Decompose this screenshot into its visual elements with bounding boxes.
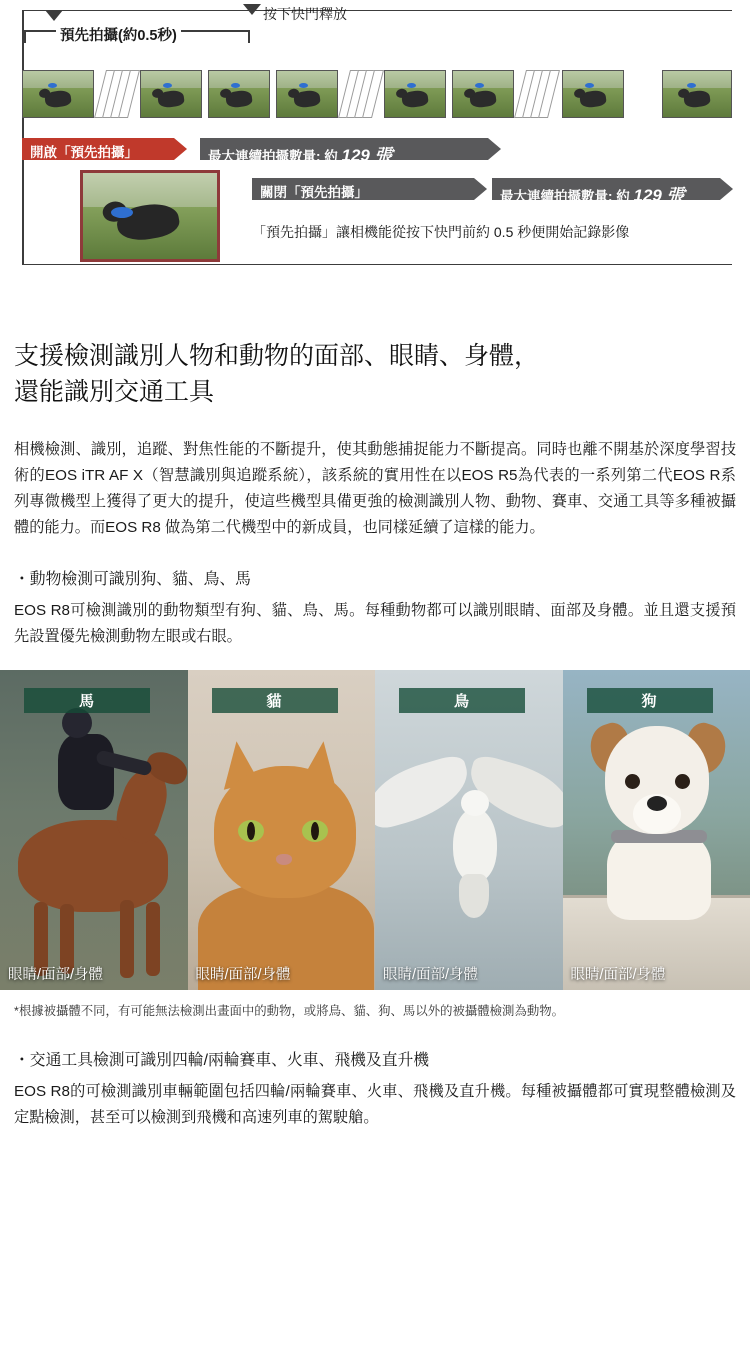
animal-photo-strip (0, 670, 750, 990)
filmstrip-gap (520, 70, 554, 118)
animal-label-bird: 鳥 (399, 688, 525, 713)
animal-photo-cat (188, 670, 376, 990)
shutter-release-label: 按下快門釋放 (263, 6, 347, 22)
intro-paragraph: 相機檢測、識別，追蹤、對焦性能的不斷提升，使其動態捕捉能力不斷提高。同時也離不開基於深度學習技術的EOS iTR AF X（智慧識別與追蹤系統），該系統的實用性在以EOS R5為代表的一系列第二代EOS R系列專微機型上獲得了更大的提升，使這些機型具備更強的檢測識別人物、動物、賽車、交通工具等多種被攝體的能力。而EOS R8 做為第二代機型中的新成員，也同樣延續了這樣的能力。 (14, 440, 736, 536)
animal-caption-bird: 眼睛/面部/身體 (383, 967, 479, 984)
burst-count-number-top: 129 張 (341, 146, 392, 165)
vehicle-detection-paragraph: EOS R8的可檢測識別車輛範圍包括四輪/兩輪賽車、火車、飛機及直升機。每種被攝體都可實現整體檢測及定點檢測，甚至可以檢測到飛機和高速列車的駕駛艙。 (14, 1082, 736, 1127)
animal-caption-horse: 眼睛/面部/身體 (8, 967, 104, 984)
animal-photo-horse (0, 670, 188, 990)
burst-count-tag-top (200, 138, 488, 165)
filmstrip-frame (140, 70, 202, 118)
prefire-on-label: 開啟「預先拍攝」 (30, 145, 138, 160)
animal-detection-bullet: ・動物檢測可識別狗、貓、鳥、馬 (14, 571, 251, 589)
page-headline (14, 338, 736, 411)
animal-detection-footnote: *根據被攝體不同，有可能無法檢測出畫面中的動物，或將鳥、貓、狗、馬以外的被攝體檢測為動物。 (14, 1004, 565, 1019)
filmstrip-frame (384, 70, 446, 118)
animal-detection-paragraph: EOS R8可檢測識別的動物類型有狗、貓、鳥、馬。每種動物都可以識別眼睛、面部及身體。並且還支援預先設置優先檢測動物左眼或右眼。 (14, 601, 736, 646)
filmstrip-frame (662, 70, 732, 118)
filmstrip-frame (562, 70, 624, 118)
animal-photo-dog (563, 670, 750, 990)
prefire-timing-diagram (0, 0, 750, 290)
headline-line-2: 還能識別交通工具 (14, 378, 215, 407)
vehicle-detection-bullet: ・交通工具檢測可識別四輪/兩輪賽車、火車、飛機及直升機 (14, 1052, 430, 1070)
animal-label-cat: 貓 (212, 688, 338, 713)
headline-section (0, 338, 750, 650)
burst-count-prefix-bottom: 最大連續拍攝數量: 約 (500, 189, 630, 204)
headline-line-1: 支援檢測識別人物和動物的面部、眼睛、身體， (14, 342, 540, 370)
footnote-section (0, 1002, 750, 1131)
burst-count-prefix-top: 最大連續拍攝數量: 約 (208, 149, 338, 164)
prefire-on-tag (22, 138, 174, 160)
filmstrip-frame (208, 70, 270, 118)
prefire-sample-photo (80, 170, 220, 262)
filmstrip-gap (344, 70, 378, 118)
prefire-off-tag (252, 178, 474, 200)
burst-count-star-bottom: * (683, 187, 688, 198)
filmstrip-frame (276, 70, 338, 118)
prefire-duration-label: 預先拍攝(約0.5秒) (56, 24, 181, 45)
animal-label-horse: 馬 (24, 688, 150, 713)
animal-photo-bird (375, 670, 563, 990)
filmstrip-frame (452, 70, 514, 118)
burst-count-tag-bottom (492, 178, 720, 205)
diagram-top-rule (22, 10, 732, 11)
animal-caption-dog: 眼睛/面部/身體 (570, 967, 666, 984)
animal-label-dog: 狗 (587, 688, 713, 713)
burst-count-star-top: * (391, 147, 396, 158)
prefire-off-label: 關閉「預先拍攝」 (260, 185, 368, 200)
prefire-start-marker-icon (45, 10, 63, 21)
prefire-explanation-note: 「預先拍攝」讓相機能從按下快門前約 0.5 秒便開始記錄影像 (252, 224, 630, 240)
filmstrip-gap (100, 70, 134, 118)
burst-count-number-bottom: 129 張 (633, 186, 684, 205)
filmstrip (22, 70, 732, 118)
animal-caption-cat: 眼睛/面部/身體 (195, 967, 291, 984)
shutter-release-marker-icon (243, 4, 261, 15)
diagram-bottom-rule (22, 264, 732, 265)
filmstrip-frame (22, 70, 94, 118)
